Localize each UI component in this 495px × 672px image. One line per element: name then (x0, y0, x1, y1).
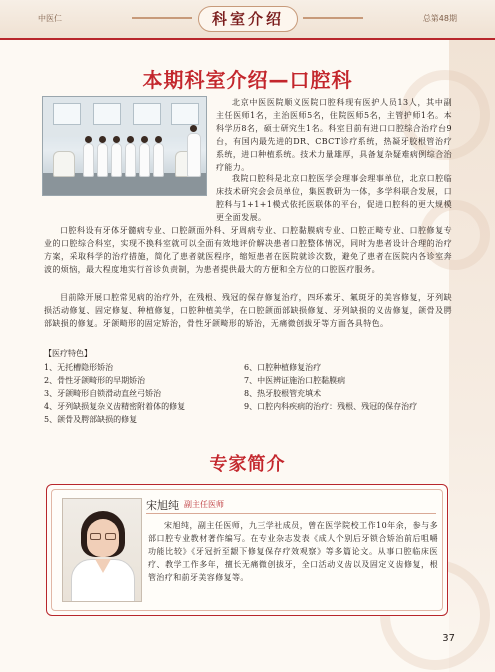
header-ornament-left (132, 17, 192, 19)
photo-window (53, 103, 81, 125)
expert-role: 副主任医师 (184, 500, 224, 509)
staff-head (113, 136, 120, 143)
expert-divider (146, 513, 436, 514)
features-list-left (44, 361, 185, 426)
intro-paragraph: 北京中医医院顺义医院口腔科现有医护人员13人，其中副主任医师1名，主治医师5名，住院医师5名，主管护师1名。本科学历8名，硕士研究生1名。科室目前有进口口腔综合治疗台9台，有国内最先进的DR、CBCT诊疗系统，热凝牙胶根管治疗系统，进口种植系统。技术力量雄厚，具备复杂疑难病例综合治疗能力。 (216, 98, 452, 172)
body-paragraph: 口腔科设有牙体牙髓病专业、口腔颌面外科、牙周病专业、口腔黏膜病专业、口腔正畸专业、口腔修复专业的口腔综合科室，实现不换科室就可以全面有效地评价解决患者口腔整体情况，同时为患者设计合理的治疗方案，采取科学的治疗措施，简化了患者就医程序，缩短患者在医院就诊次数，避免了患者在医院内各诊室奔波的烦恼，最大程度地实行首诊负责制，为患者提供最大的方便和全方位的口腔医疗服务。 (44, 226, 452, 274)
features-heading: 【医疗特色】 (44, 349, 92, 358)
staff-figure (111, 143, 122, 177)
feature-item: 9、口腔内科疾病的治疗：残根、残冠的保存治疗 (244, 402, 418, 411)
department-staff-photo (42, 96, 207, 196)
staff-head (190, 125, 197, 132)
staff-figure (83, 143, 94, 177)
feature-item: 4、牙列缺损复杂义齿精密附着体的修复 (44, 402, 186, 411)
expert-section-title: 专家简介 (209, 454, 286, 475)
feature-item: 5、颌骨及腭部缺损的修复 (44, 415, 138, 424)
page-number: 37 (442, 633, 455, 644)
staff-figure (97, 143, 108, 177)
features-list-right (244, 361, 417, 413)
staff-figure (153, 143, 164, 177)
photo-window (93, 103, 121, 125)
feature-item: 8、热牙胶根管充填术 (244, 389, 322, 398)
staff-head (85, 136, 92, 143)
feature-item: 6、口腔种植修复治疗 (244, 363, 322, 372)
photo-window (133, 103, 161, 125)
staff-figure (139, 143, 150, 177)
feature-item: 2、骨性牙颌畸形的早期矫治 (44, 376, 146, 385)
dental-chair (53, 151, 75, 177)
glasses-icon (105, 533, 116, 540)
staff-head (127, 136, 134, 143)
journal-name: 中医仁 (38, 14, 62, 23)
intro-paragraph: 我院口腔科是北京口腔医学会理事会理事单位，北京口腔临床技术研究会会员单位，集医教研为一体，多学科联合发展，口腔科与1+1+1模式依托医联体的平台，促进口腔科的更大规模更全面发展。 (216, 174, 452, 222)
issue-number: 总第48期 (422, 14, 457, 23)
staff-head (99, 136, 106, 143)
expert-name: 宋旭纯 (146, 499, 179, 512)
staff-figure (187, 133, 201, 177)
feature-item: 3、牙颌畸形自锁滑动直丝弓矫治 (44, 389, 162, 398)
expert-bio: 宋旭纯，副主任医师，九三学社成员，曾在医学院校工作10年余，参与多部口腔专业教材著作编写。在专业杂志发表《成人个别后牙锁合矫治前后咀嚼功能比较》《牙冠折至龈下修复保存疗效观察》等多篇论文。从事口腔临床医疗、教学工作多年，擅长无痛微创拔牙，全口活动义齿以及固定义齿修复，根管治疗和前牙美容修复等。 (148, 521, 438, 582)
page-header (0, 0, 495, 40)
staff-head (141, 136, 148, 143)
staff-head (155, 136, 162, 143)
header-ornament-right (303, 17, 363, 19)
article-title: 本期科室介绍—口腔科 (142, 68, 353, 92)
section-title: 科室介绍 (198, 6, 298, 32)
feature-item: 7、中医辨证施治口腔黏膜病 (244, 376, 346, 385)
body-paragraph: 目前除开展口腔常见病的治疗外，在残根、残冠的保存修复治疗，四环素牙、氟斑牙的美容修复，牙列缺损活动修复、固定修复、种植修复，口腔种植美学，在口腔颌面部缺损修复、牙列缺损的义齿修复，颌骨及腭部缺损的修复。牙颌畸形的固定矫治，骨性牙颌畸形的矫治，无痛微创拔牙等方面各具特色。 (44, 293, 452, 328)
expert-portrait (62, 498, 142, 602)
staff-figure (125, 143, 136, 177)
photo-window (171, 103, 199, 125)
feature-item: 1、无托槽隐形矫治 (44, 363, 114, 372)
glasses-icon (90, 533, 101, 540)
